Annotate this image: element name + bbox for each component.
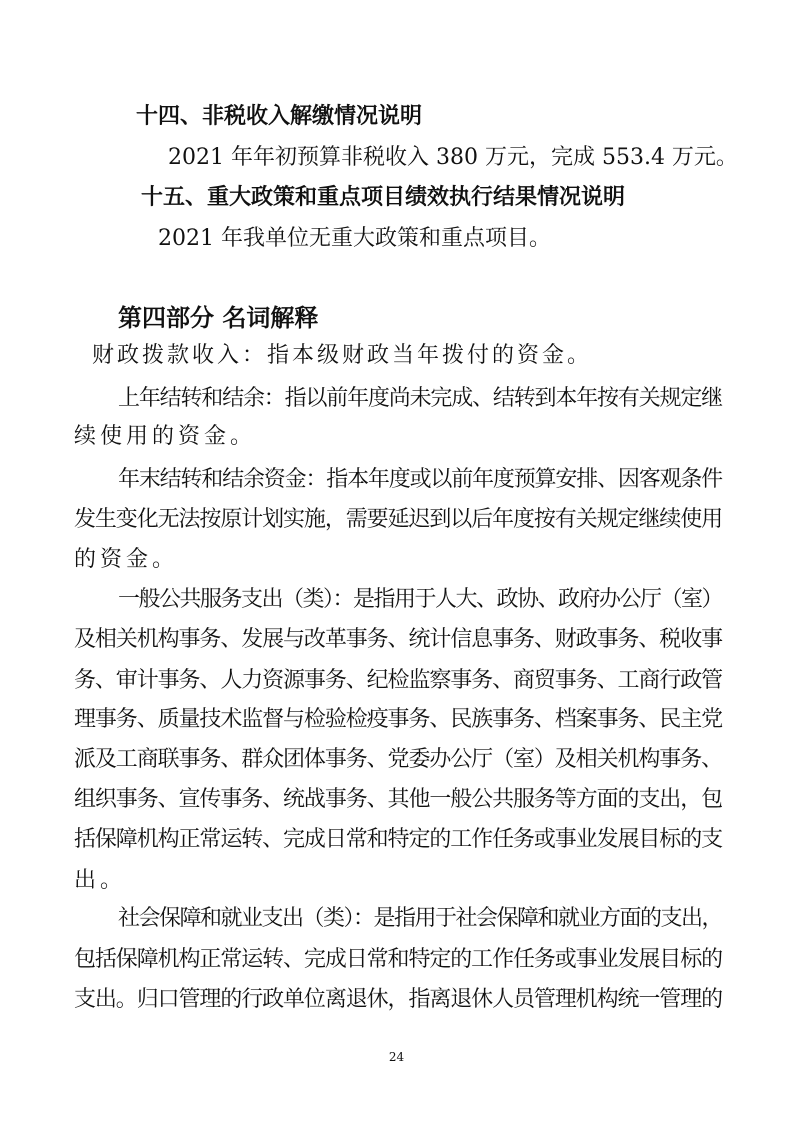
text-line: 及相关机构事务、发展与改革事务、统计信息事务、财政事务、税收事 <box>74 627 723 652</box>
section-15-body: 2021 年我单位无重大政策和重点项目。 <box>158 226 551 251</box>
part-4-heading: 第四部分 名词解释 <box>118 304 319 332</box>
text-line: 一般公共服务支出（类）：是指用于人大、政协、政府办公厅（室） <box>118 587 723 612</box>
page-number: 24 <box>388 1050 405 1064</box>
section-14-body: 2021 年年初预算非税收入 380 万元，完成 553.4 万元。 <box>168 145 738 170</box>
text-line: 上年结转和结余：指以前年度尚未完成、结转到本年按有关规定继 <box>118 386 723 411</box>
text-line: 财政拨款收入：指本级财政当年拨付的资金。 <box>92 343 593 368</box>
text-line: 发生变化无法按原计划实施，需要延迟到以后年度按有关规定继续使用 <box>74 507 723 532</box>
text-line: 组织事务、宣传事务、统战事务、其他一般公共服务等方面的支出，包 <box>74 787 723 812</box>
text-line: 支出。归口管理的行政单位离退休，指离退休人员管理机构统一管理的 <box>74 987 723 1012</box>
text-line: 的资金。 <box>74 547 179 572</box>
text-line: 续使用的资金。 <box>74 424 257 449</box>
text-line: 年末结转和结余资金：指本年度或以前年度预算安排、因客观条件 <box>118 467 723 492</box>
section-14-heading: 十四、非税收入解缴情况说明 <box>136 104 423 129</box>
text-line: 出。 <box>74 868 127 893</box>
text-line: 社会保障和就业支出（类）：是指用于社会保障和就业方面的支出， <box>118 906 723 931</box>
text-line: 理事务、质量技术监督与检验检疫事务、民族事务、档案事务、民主党 <box>74 707 723 732</box>
section-15-heading: 十五、重大政策和重点项目绩效执行结果情况说明 <box>141 185 626 210</box>
text-line: 派及工商联事务、群众团体事务、党委办公厅（室）及相关机构事务、 <box>74 747 723 772</box>
text-line: 括保障机构正常运转、完成日常和特定的工作任务或事业发展目标的支 <box>74 827 723 852</box>
text-line: 务、审计事务、人力资源事务、纪检监察事务、商贸事务、工商行政管 <box>74 668 723 693</box>
text-line: 包括保障机构正常运转、完成日常和特定的工作任务或事业发展目标的 <box>74 947 723 972</box>
